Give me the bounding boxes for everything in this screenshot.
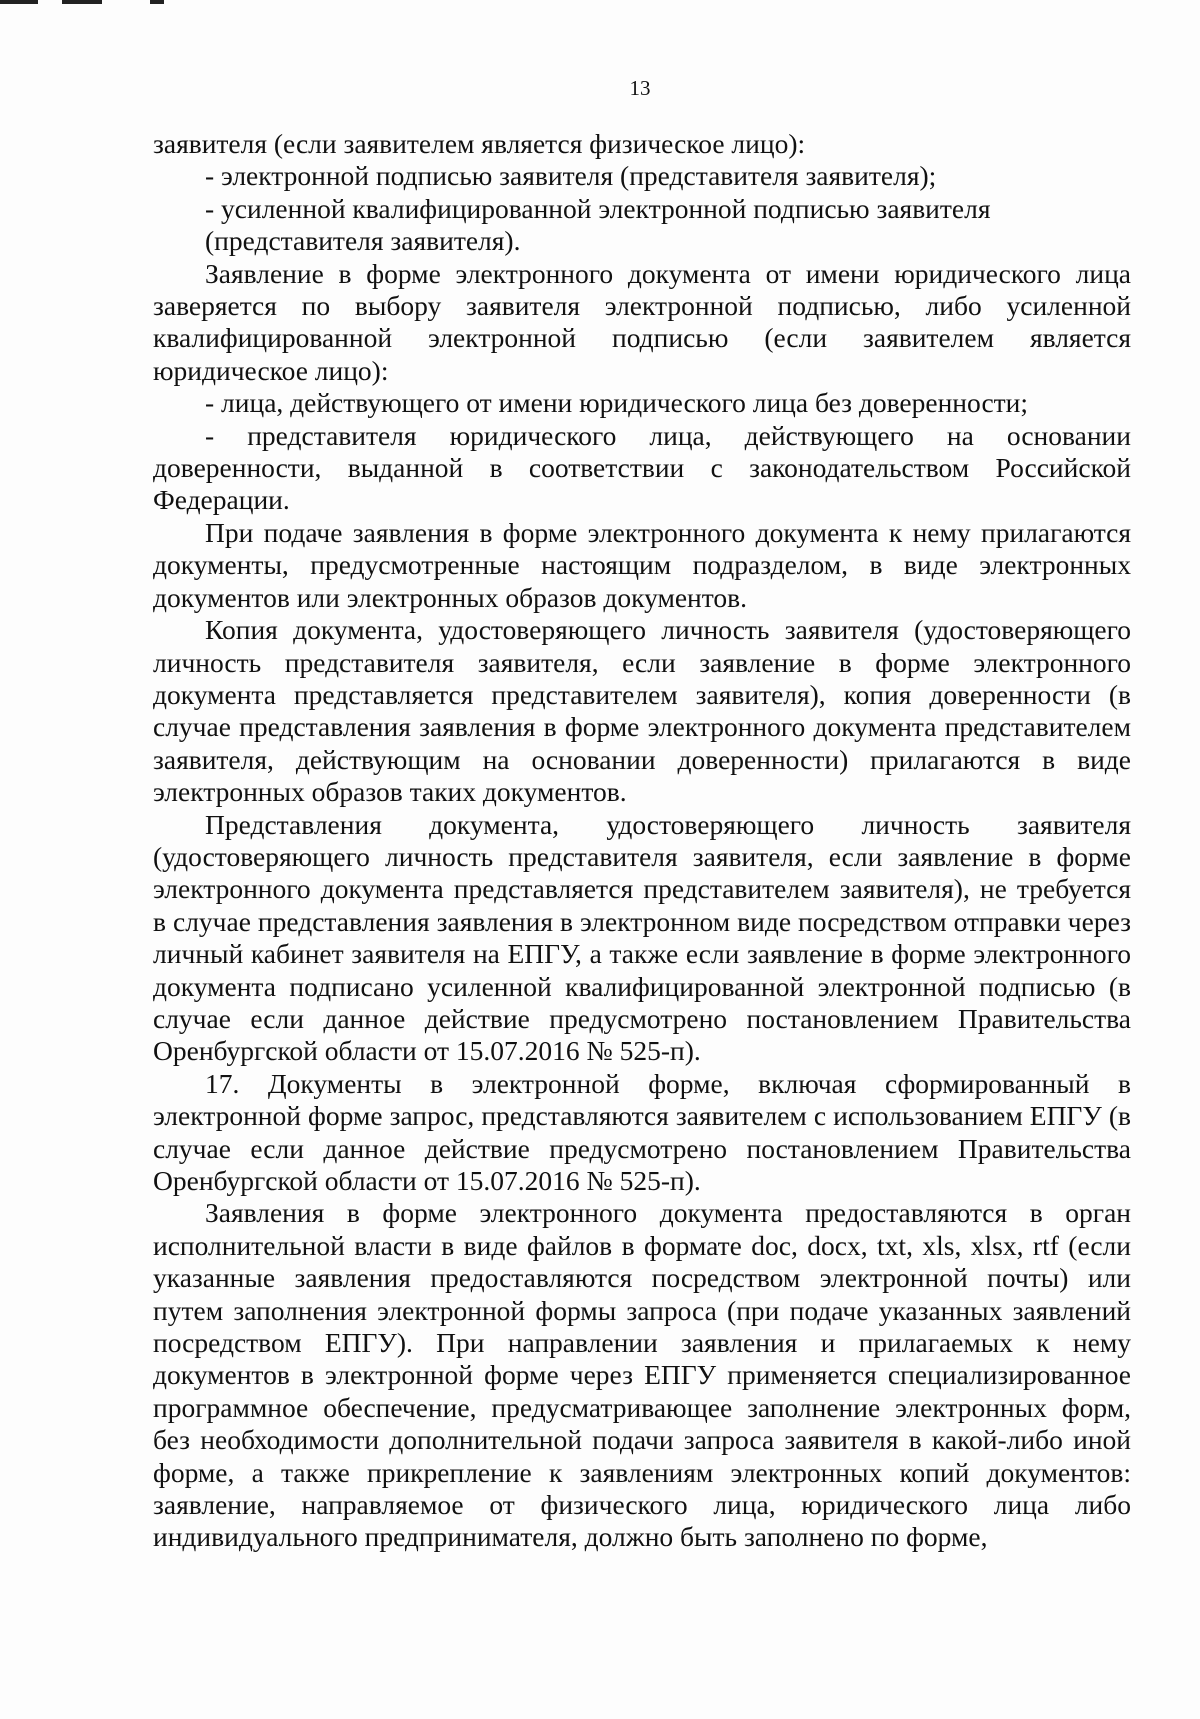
paragraph: (представителя заявителя). (205, 225, 521, 257)
paragraph: Представления документа, удостоверяющего личность заявителя (удостоверяющего личность представителя заявителя, если заявление в форме электронного документа представляется представителем заявителя), не требуется в случае представления заявления в электронном виде посредством отправки через личный кабинет заявителя на ЕПГУ, а также если заявление в форме электронного документа подписано усиленной квалифицированной электронной подписью (в случае если данное действие предусмотрено постановлением Правительства Оренбургской области от 15.07.2016 № 525-п). (153, 808, 1131, 1067)
paragraph: Копия документа, удостоверяющего личность заявителя (удостоверяющего личность представителя заявителя, если заявление в форме электронного документа представляется представителем заявителя), копия доверенности (в случае представления заявления в форме электронного документа представителем заявителя, действующим на основании доверенности) прилагаются в виде электронных образов таких документов. (153, 614, 1131, 808)
paragraph: Заявления в форме электронного документа предоставляются в орган исполнительной власти в виде файлов в формате doc, docx, txt, xls, xlsx, rtf (если указанные заявления предоставляются посредством электронной почты) или путем заполнения электронной формы запроса (при подаче указанных заявлений посредством ЕПГУ). При направлении заявления и прилагаемых к нему документов в электронной форме через ЕПГУ применяется специализированное программное обеспечение, предусматривающее заполнение электронных форм, без необходимости дополнительной подачи запроса заявителя в какой-либо иной форме, а также прикрепление к заявлениям электронных копий документов: заявление, направляемое от физического лица, юридического лица либо индивидуального предпринимателя, должно быть заполнено по форме, (153, 1197, 1131, 1553)
paragraph: 17. Документы в электронной форме, включая сформированный в электронной форме запрос, представляются заявителем с использованием ЕПГУ (в случае если данное действие предусмотрено постановлением Правительства Оренбургской области от 15.07.2016 № 525-п). (153, 1067, 1131, 1196)
paragraph: - электронной подписью заявителя (представителя заявителя); (205, 160, 937, 192)
paragraph: При подаче заявления в форме электронного документа к нему прилагаются документы, предусмотренные настоящим подразделом, в виде электронных документов или электронных образов документов. (153, 516, 1131, 613)
paragraph: Заявление в форме электронного документа от имени юридического лица заверяется по выбору заявителя электронной подписью, либо усиленной квалифицированной электронной подписью (если заявителем является юридическое лицо): (153, 257, 1131, 386)
scan-edge-marks (0, 0, 200, 6)
paragraph: - представителя юридического лица, действующего на основании доверенности, выданной в соответствии с законодательством Российской Федерации. (153, 419, 1131, 516)
paragraph: - лица, действующего от имени юридического лица без доверенности; (205, 387, 1029, 419)
document-body (153, 128, 1131, 1554)
paragraph: заявителя (если заявителем является физическое лицо): (153, 128, 806, 159)
paragraph: - усиленной квалифицированной электронной подписью заявителя (205, 192, 991, 224)
page-number: 13 (629, 76, 651, 100)
